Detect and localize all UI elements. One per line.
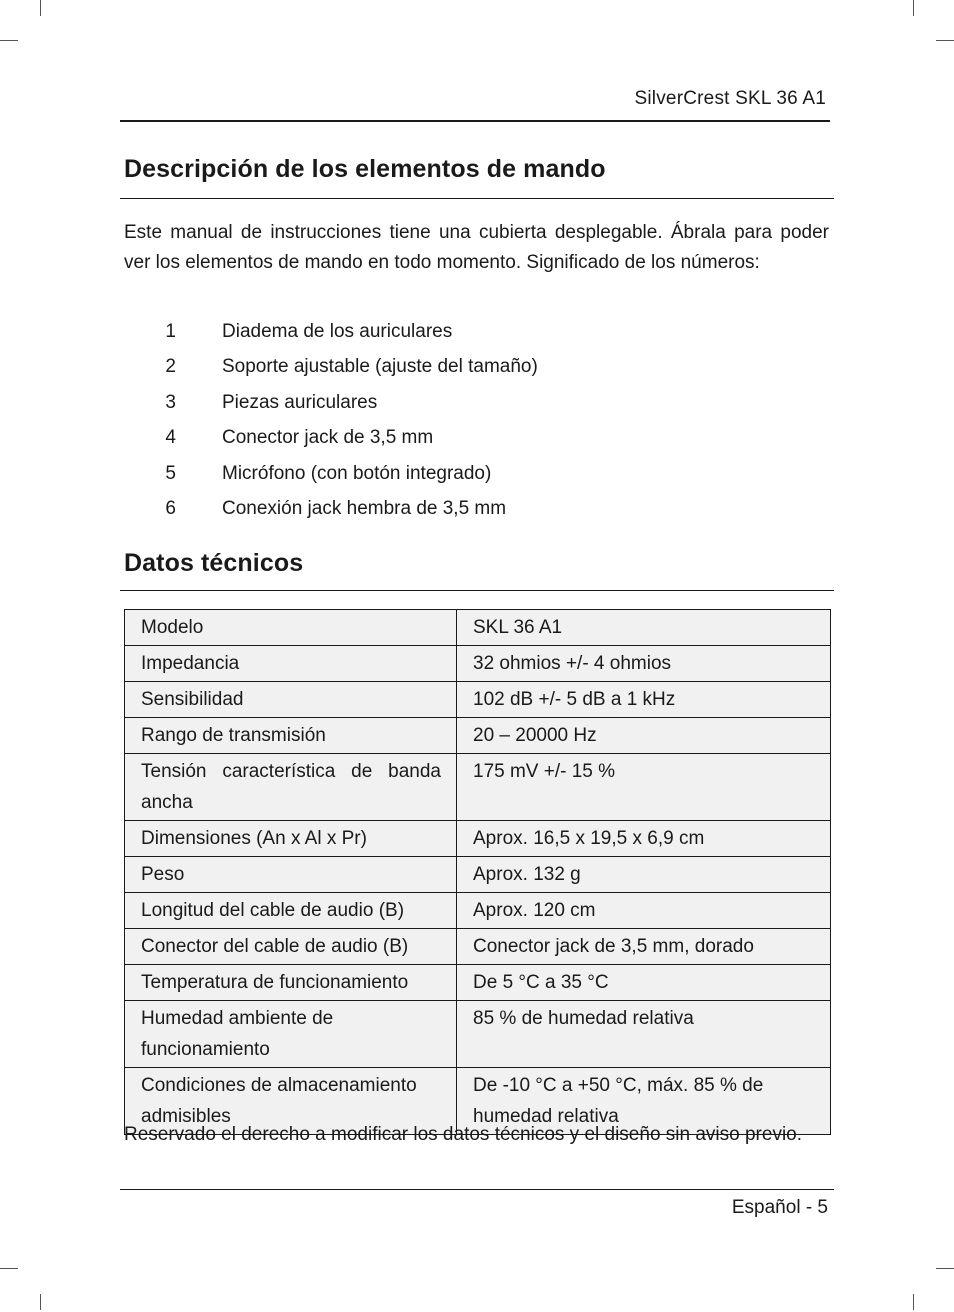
item-label: Conexión jack hembra de 3,5 mm bbox=[222, 497, 507, 519]
spec-key: Peso bbox=[125, 857, 457, 893]
spec-key: Tensión característica de banda ancha bbox=[125, 754, 457, 821]
table-row bbox=[125, 718, 831, 754]
item-number: 1 bbox=[165, 321, 176, 342]
crop-mark bbox=[0, 40, 18, 41]
section-title-specs: Datos técnicos bbox=[124, 549, 304, 577]
running-header: SilverCrest SKL 36 A1 bbox=[634, 88, 826, 109]
item-number: 4 bbox=[165, 427, 176, 449]
spec-key: Condiciones de almacenamiento admisibles bbox=[125, 1068, 457, 1135]
item-label: Micrófono (con botón integrado) bbox=[222, 462, 492, 484]
crop-mark bbox=[913, 1294, 914, 1310]
section-title-controls: Descripción de los elementos de mando bbox=[124, 155, 606, 183]
spec-value: 85 % de humedad relativa bbox=[457, 1001, 831, 1068]
spec-key: Longitud del cable de audio (B) bbox=[125, 893, 457, 929]
spec-value: 20 – 20000 Hz bbox=[457, 718, 831, 754]
crop-mark bbox=[0, 1268, 18, 1269]
spec-value: Aprox. 132 g bbox=[457, 857, 831, 893]
item-label: Diadema de los auriculares bbox=[222, 321, 453, 342]
spec-value: Conector jack de 3,5 mm, dorado bbox=[457, 929, 831, 965]
intro-paragraph: Este manual de instrucciones tiene una cubierta desplegable. Ábrala para poder ver los elementos de mando en todo momento. Significado de los números: bbox=[124, 222, 829, 273]
table-row bbox=[125, 610, 831, 646]
table-row bbox=[125, 646, 831, 682]
spec-key: Humedad ambiente de funcionamiento bbox=[125, 1001, 457, 1068]
spec-key: Dimensiones (An x Al x Pr) bbox=[125, 821, 457, 857]
spec-key: Impedancia bbox=[125, 646, 457, 682]
table-row bbox=[125, 929, 831, 965]
page-number: Español - 5 bbox=[731, 1197, 828, 1218]
list-item bbox=[124, 459, 724, 494]
table-row bbox=[125, 1001, 831, 1068]
item-label: Conector jack de 3,5 mm bbox=[222, 427, 434, 449]
list-item bbox=[124, 388, 724, 423]
item-number: 5 bbox=[165, 462, 176, 484]
crop-mark bbox=[936, 40, 954, 41]
specs-table bbox=[124, 609, 831, 1135]
spec-key: Temperatura de funcionamiento bbox=[125, 965, 457, 1001]
controls-list bbox=[124, 317, 724, 529]
crop-mark bbox=[40, 0, 41, 16]
table-row bbox=[125, 857, 831, 893]
disclaimer-note: Reservado el derecho a modificar los datos técnicos y el diseño sin aviso previo. bbox=[124, 1124, 803, 1145]
item-number: 3 bbox=[165, 391, 176, 413]
spec-key: Modelo bbox=[125, 610, 457, 646]
spec-value: 32 ohmios +/- 4 ohmios bbox=[457, 646, 831, 682]
section-rule bbox=[120, 198, 834, 199]
crop-mark bbox=[913, 0, 914, 16]
spec-value: De 5 °C a 35 °C bbox=[457, 965, 831, 1001]
table-row bbox=[125, 965, 831, 1001]
spec-value: De -10 °C a +50 °C, máx. 85 % de humedad relativa bbox=[457, 1068, 831, 1135]
list-item bbox=[124, 494, 724, 529]
footer-rule bbox=[120, 1189, 834, 1190]
spec-key: Rango de transmisión bbox=[125, 718, 457, 754]
list-item bbox=[124, 317, 724, 352]
table-row bbox=[125, 754, 831, 821]
crop-mark bbox=[40, 1294, 41, 1310]
list-item bbox=[124, 423, 724, 458]
spec-value: 102 dB +/- 5 dB a 1 kHz bbox=[457, 682, 831, 718]
spec-key: Conector del cable de audio (B) bbox=[125, 929, 457, 965]
header-rule bbox=[120, 120, 830, 122]
table-row bbox=[125, 682, 831, 718]
item-label: Piezas auriculares bbox=[222, 391, 378, 413]
spec-value: Aprox. 16,5 x 19,5 x 6,9 cm bbox=[457, 821, 831, 857]
spec-value: Aprox. 120 cm bbox=[457, 893, 831, 929]
spec-value: 175 mV +/- 15 % bbox=[457, 754, 831, 821]
table-row bbox=[125, 821, 831, 857]
section-rule bbox=[120, 590, 834, 591]
item-label: Soporte ajustable (ajuste del tamaño) bbox=[222, 356, 538, 378]
item-number: 2 bbox=[165, 356, 176, 378]
list-item bbox=[124, 352, 724, 387]
spec-key: Sensibilidad bbox=[125, 682, 457, 718]
spec-value: SKL 36 A1 bbox=[457, 610, 831, 646]
item-number: 6 bbox=[165, 497, 176, 519]
table-row bbox=[125, 893, 831, 929]
crop-mark bbox=[936, 1268, 954, 1269]
